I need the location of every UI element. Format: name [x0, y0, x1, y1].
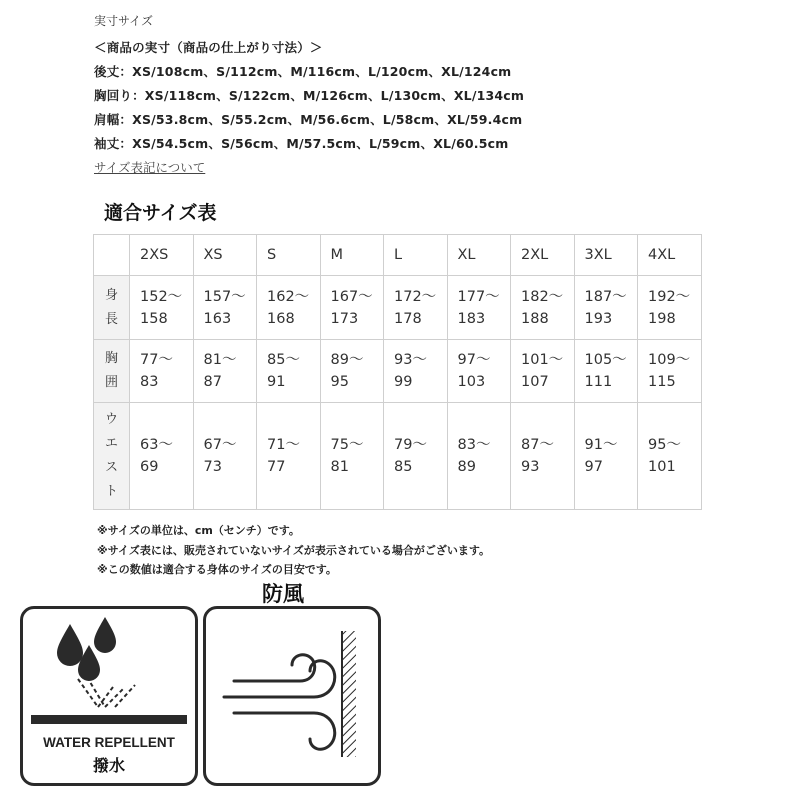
table-cell: 162〜 168 — [257, 276, 321, 340]
column-header: S — [257, 235, 321, 276]
section-title: 実寸サイズ — [94, 14, 154, 28]
table-cell: 192〜 198 — [638, 276, 702, 340]
table-cell: 75〜 81 — [320, 403, 384, 510]
row-header-chest: 胸 囲 — [94, 340, 130, 403]
water-repellent-badge — [20, 606, 198, 786]
table-cell: 85〜 91 — [257, 340, 321, 403]
table-cell: 81〜 87 — [193, 340, 257, 403]
note-availability: ※サイズ表には、販売されていないサイズが表示されている場合がございます。 — [97, 544, 491, 557]
spec-line-chest: 胸回り：XS/118cm、S/122cm、M/126cm、L/130cm、XL/134cm — [94, 88, 525, 103]
table-cell: 93〜 99 — [384, 340, 448, 403]
dimensions-heading: ＜商品の実寸（商品の仕上がり寸法）＞ — [94, 40, 323, 55]
spec-line-sleeve: 袖丈：XS/54.5cm、S/56cm、M/57.5cm、L/59cm、XL/60.5cm — [94, 136, 509, 151]
size-table-title: 適合サイズ表 — [104, 202, 217, 224]
column-header: 4XL — [638, 235, 702, 276]
table-cell: 79〜 85 — [384, 403, 448, 510]
table-cell: 109〜 115 — [638, 340, 702, 403]
table-row — [94, 276, 702, 340]
table-cell: 177〜 183 — [447, 276, 511, 340]
table-cell: 101〜 107 — [511, 340, 575, 403]
table-cell: 95〜 101 — [638, 403, 702, 510]
table-cell: 67〜 73 — [193, 403, 257, 510]
table-cell: 71〜 77 — [257, 403, 321, 510]
water-repellent-label-en: WATER REPELLENT — [43, 735, 175, 750]
table-cell: 63〜 69 — [130, 403, 194, 510]
table-cell: 91〜 97 — [574, 403, 638, 510]
column-header: 2XS — [130, 235, 194, 276]
note-unit: ※サイズの単位は、cm（センチ）です。 — [97, 524, 300, 537]
size-table-header-row — [94, 235, 702, 276]
table-cell: 157〜 163 — [193, 276, 257, 340]
table-cell: 167〜 173 — [320, 276, 384, 340]
table-corner-cell — [94, 235, 130, 276]
column-header: XS — [193, 235, 257, 276]
column-header: 3XL — [574, 235, 638, 276]
table-cell: 97〜 103 — [447, 340, 511, 403]
table-cell: 105〜 111 — [574, 340, 638, 403]
spec-line-length: 後丈：XS/108cm、S/112cm、M/116cm、L/120cm、XL/124cm — [94, 64, 512, 79]
table-row — [94, 403, 702, 510]
column-header: XL — [447, 235, 511, 276]
table-cell: 87〜 93 — [511, 403, 575, 510]
table-cell: 152〜 158 — [130, 276, 194, 340]
table-cell: 77〜 83 — [130, 340, 194, 403]
table-cell: 89〜 95 — [320, 340, 384, 403]
column-header: L — [384, 235, 448, 276]
note-guideline: ※この数値は適合する身体のサイズの目安です。 — [97, 563, 337, 576]
table-cell: 187〜 193 — [574, 276, 638, 340]
row-header-waist: ウ エ ス ト — [94, 403, 130, 510]
spec-line-shoulder: 肩幅：XS/53.8cm、S/55.2cm、M/56.6cm、L/58cm、XL/59.4cm — [94, 112, 523, 127]
table-cell: 182〜 188 — [511, 276, 575, 340]
size-table — [93, 234, 702, 510]
windproof-badge — [203, 606, 381, 786]
table-row — [94, 340, 702, 403]
row-header-height: 身 長 — [94, 276, 130, 340]
wind-wall-icon — [206, 609, 378, 783]
table-cell: 83〜 89 — [447, 403, 511, 510]
water-repellent-label-ja: 撥水 — [92, 758, 125, 775]
windproof-title: 防風 — [262, 582, 304, 606]
column-header: M — [320, 235, 384, 276]
table-cell: 172〜 178 — [384, 276, 448, 340]
column-header: 2XL — [511, 235, 575, 276]
size-notation-link[interactable]: サイズ表記について — [94, 160, 206, 175]
